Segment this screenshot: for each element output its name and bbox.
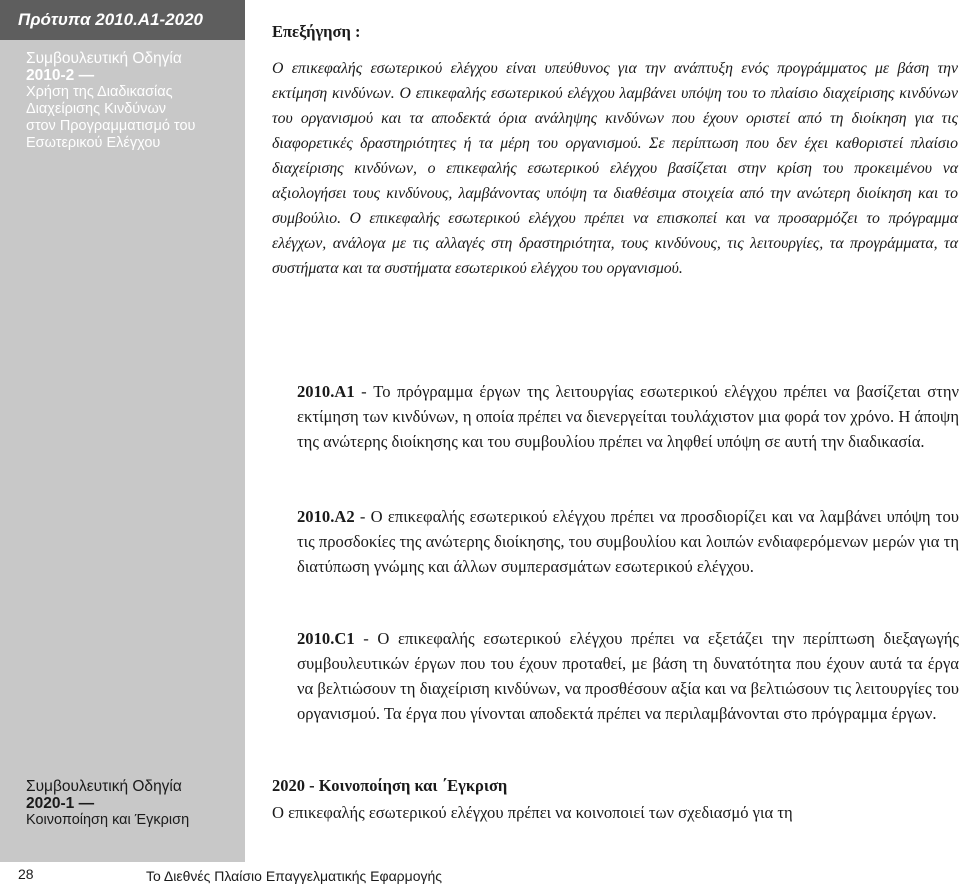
guidance-block-2020-1 (26, 778, 226, 829)
guidance-code: 2020-1 — (26, 795, 95, 812)
guidance-title-line: στον Προγραμματισμό του (26, 118, 196, 134)
standard-text: - Το πρόγραμμα έργων της λειτουργίας εσωτερικού ελέγχου πρέπει να βασίζεται στην εκτίμηση των κινδύνων, η οποία πρέπει να διενεργείται τουλάχιστον μια φορά τον χρόνο. Η άποψη της ανώτερης διοίκησης και του συμβουλίου πρέπει να ληφθεί υπόψη σε αυτή την διαδικασία. (297, 382, 959, 451)
standard-2010-a2 (297, 504, 959, 579)
sidebar (0, 0, 245, 862)
guidance-title-line: Διαχείρισης Κινδύνων (26, 101, 167, 117)
standard-code: 2010.C1 (297, 629, 355, 648)
standard-code: 2010.A2 (297, 507, 355, 526)
standard-text: - Ο επικεφαλής εσωτερικού ελέγχου πρέπει να εξετάζει την περίπτωση διεξαγωγής συμβουλευτικών έργων που του έχουν προταθεί, με βάση τη δυνατότητα που έχουν αυτά τα έργα να βελτιώσουν τη διαχείριση κινδύνων, να προσθέσουν αξία και να βελτιώσουν τις λειτουργίες του οργανισμού. Τα έργα που γίνονται αποδεκτά πρέπει να περιλαμβάνονται στο πρόγραμμα έργων. (297, 629, 959, 723)
guidance-code: 2010-2 — (26, 67, 95, 84)
explanation-title: Επεξήγηση : (272, 22, 361, 41)
footer-title: Το Διεθνές Πλαίσιο Επαγγελματικής Εφαρμογής (146, 868, 443, 884)
standard-2010-a1 (297, 379, 959, 454)
standard-code: 2010.A1 (297, 382, 355, 401)
sidebar-header: Πρότυπα 2010.A1-2020 (0, 0, 245, 40)
guidance-block-2010-2 (26, 50, 226, 152)
guidance-title-line: Χρήση της Διαδικασίας (26, 84, 173, 100)
section-2020-text: Ο επικεφαλής εσωτερικού ελέγχου πρέπει να κοινοποιεί των σχεδιασμό για τη (272, 803, 793, 822)
section-2020-title: 2020 - Κοινοποίηση και ΄Εγκριση (272, 776, 508, 795)
standard-2010-c1 (297, 626, 959, 726)
explanation-paragraph: Ο επικεφαλής εσωτερικού ελέγχου είναι υπεύθυνος για την ανάπτυξη ενός προγράμματος με βάση την εκτίμηση κινδύνων. Ο επικεφαλής εσωτερικού ελέγχου λαμβάνει υπόψη του το πλαίσιο διαχείρισης κινδύνων του οργανισμού και τα αποδεκτά όρια ανάληψης κινδύνων που έχουν οριστεί από τη διοίκηση για τις διαφορετικές δραστηριότητες ή τα μέρη του οργανισμού. Σε περίπτωση που δεν έχει καθοριστεί πλαίσιο διαχείρισης κινδύνων, ο επικεφαλής εσωτερικού ελέγχου βασίζεται στην κρίση του προκειμένου να αξιολογήσει τους κινδύνους, λαμβάνοντας υπόψη τα διαθέσιμα στοιχεία από την ανώτερη διοίκηση και το συμβούλιο. Ο επικεφαλής εσωτερικού ελέγχου πρέπει να επισκοπεί και να προσαρμόζει το πρόγραμμα ελέγχων, ανάλογα με τις αλλαγές στη δραστηριότητα, τους κινδύνους, τις λειτουργίες, τα προγράμματα, τα συστήματα και τα συστήματα εσωτερικού ελέγχου του οργανισμού. (272, 60, 958, 277)
guidance-title-line: Εσωτερικού Ελέγχου (26, 135, 161, 151)
guidance-label: Συμβουλευτική Οδηγία (26, 778, 182, 795)
guidance-label: Συμβουλευτική Οδηγία (26, 50, 182, 67)
standard-text: - Ο επικεφαλής εσωτερικού ελέγχου πρέπει να προσδιορίζει και να λαμβάνει υπόψη του τις προσδοκίες της ανώτερης διοίκησης, του συμβουλίου και λοιπών ενδιαφερόμενων μερών για τη διατύπωση γνώμης και άλλων συμπερασμάτων εσωτερικού ελέγχου. (297, 507, 959, 576)
guidance-title-line: Κοινοποίηση και Έγκριση (26, 812, 190, 828)
page-number: 28 (18, 866, 34, 882)
